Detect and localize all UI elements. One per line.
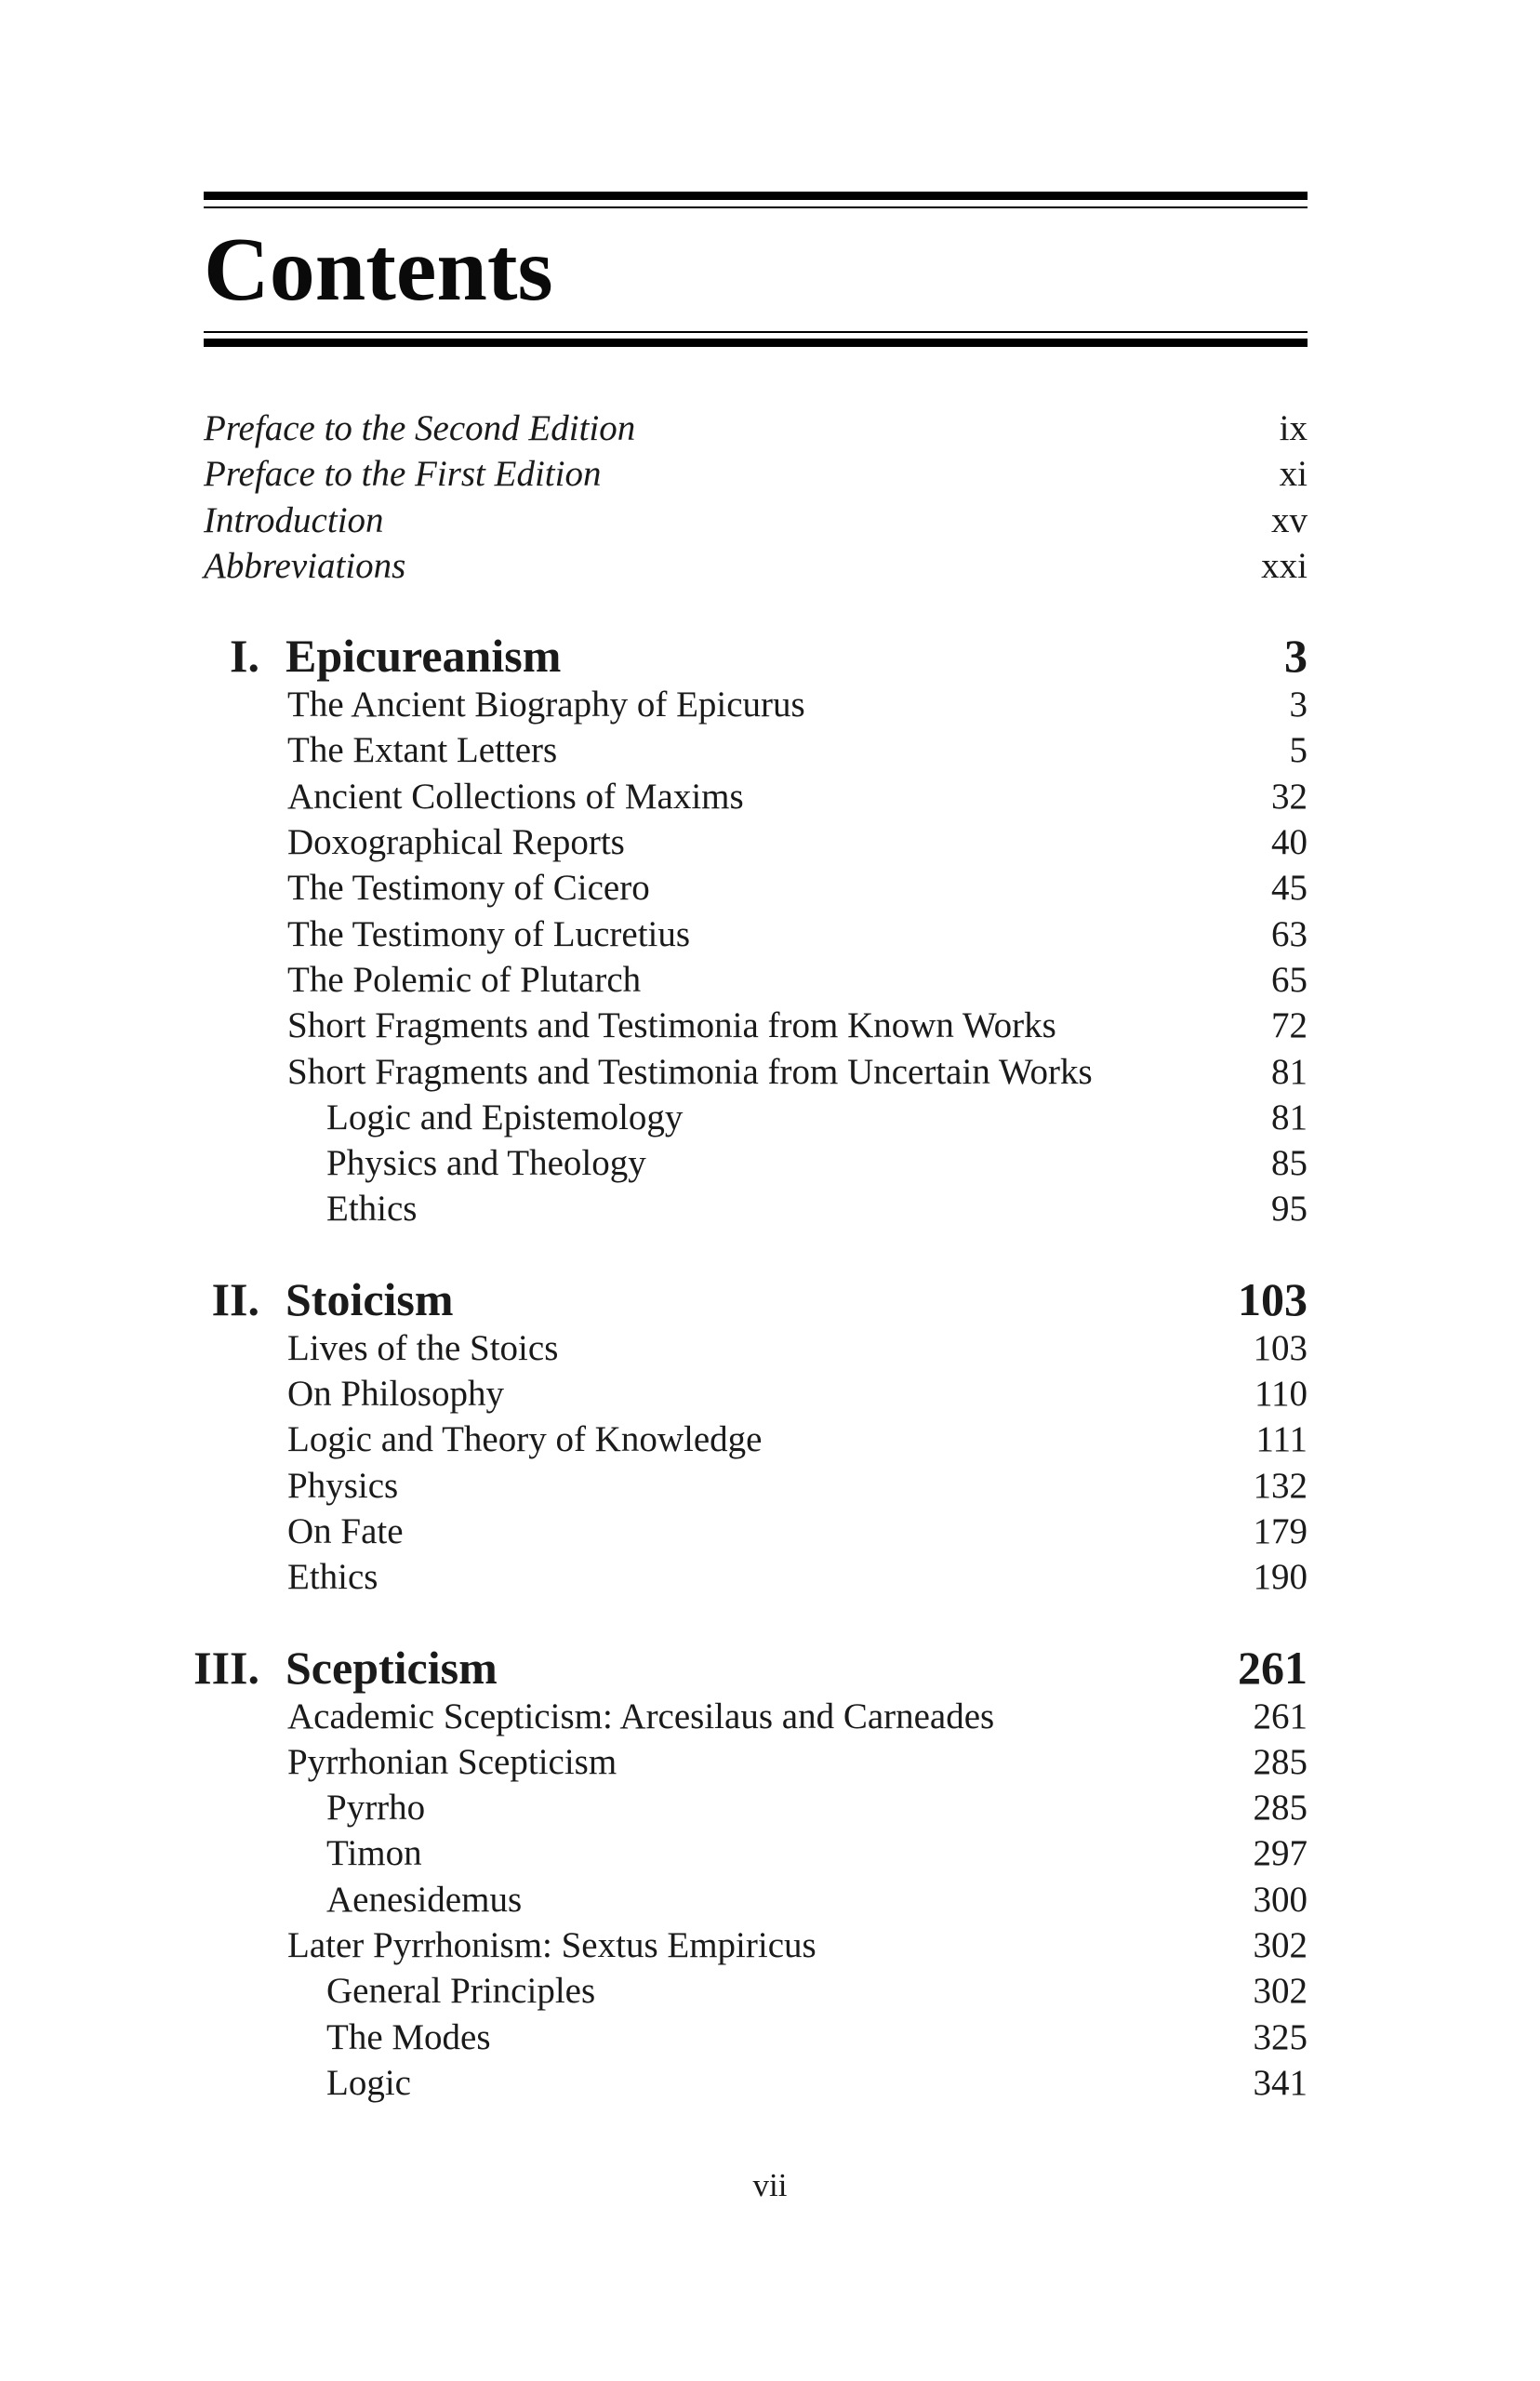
entry-title: Aenesidemus bbox=[326, 1879, 523, 1920]
page-title: Contents bbox=[204, 219, 553, 320]
front-matter-entry bbox=[204, 406, 1308, 451]
entry-page-number: 179 bbox=[1253, 1510, 1308, 1551]
front-matter-list bbox=[204, 406, 1308, 589]
toc-entry bbox=[204, 727, 1308, 773]
entry-page-number: xv bbox=[1271, 499, 1308, 540]
entry-page-number: 110 bbox=[1254, 1374, 1308, 1415]
part-heading bbox=[193, 1641, 1308, 1694]
toc-entry bbox=[204, 682, 1308, 727]
toc-entry bbox=[204, 957, 1308, 1003]
front-matter-entry bbox=[204, 451, 1308, 497]
toc-entry bbox=[204, 911, 1308, 957]
entry-page-number: 81 bbox=[1271, 1097, 1308, 1137]
part-numeral: I. bbox=[230, 630, 259, 683]
toc-entry bbox=[204, 1049, 1308, 1095]
toc-entry bbox=[204, 1463, 1308, 1509]
entry-page-number: 65 bbox=[1271, 959, 1308, 1000]
toc-entry bbox=[204, 774, 1308, 819]
part-title: Stoicism bbox=[285, 1272, 454, 1325]
entry-page-number: xxi bbox=[1261, 545, 1308, 586]
entry-page-number: 302 bbox=[1253, 1925, 1308, 1966]
part-title-group bbox=[204, 1273, 454, 1325]
front-matter-entry bbox=[204, 498, 1308, 543]
front-matter-entry bbox=[204, 543, 1308, 589]
part-heading bbox=[204, 630, 1308, 682]
entry-page-number: 261 bbox=[1253, 1696, 1308, 1736]
page-number: vii bbox=[752, 2167, 788, 2203]
entry-page-number: 81 bbox=[1271, 1051, 1308, 1092]
entry-page-number: xi bbox=[1279, 454, 1308, 495]
entry-page-number: 297 bbox=[1253, 1833, 1308, 1874]
entry-title: Logic bbox=[326, 2062, 411, 2103]
entry-page-number: ix bbox=[1279, 408, 1308, 448]
entry-title: Later Pyrrhonism: Sextus Empiricus bbox=[287, 1925, 816, 1966]
entry-page-number: 5 bbox=[1289, 730, 1308, 771]
entry-title: Timon bbox=[326, 1833, 422, 1874]
toc-subentry bbox=[204, 1968, 1308, 2014]
toc-subentry bbox=[204, 2015, 1308, 2060]
toc-subentry bbox=[204, 1830, 1308, 1876]
entry-title: Logic and Theory of Knowledge bbox=[287, 1419, 763, 1460]
entry-page-number: 95 bbox=[1271, 1189, 1308, 1230]
toc-entry bbox=[204, 1417, 1308, 1462]
part-section bbox=[204, 1273, 1308, 1601]
part-page-number: 103 bbox=[1238, 1272, 1308, 1325]
toc-subentry bbox=[204, 2060, 1308, 2106]
part-title: Epicureanism bbox=[285, 630, 562, 683]
part-numeral: II. bbox=[211, 1272, 259, 1325]
part-section bbox=[193, 1641, 1308, 2107]
toc-entry bbox=[204, 1694, 1308, 1739]
part-section bbox=[204, 630, 1308, 1232]
entry-title: Physics bbox=[287, 1465, 399, 1506]
toc-subentry bbox=[204, 1877, 1308, 1922]
entry-title: Introduction bbox=[204, 499, 384, 540]
entry-title: Physics and Theology bbox=[326, 1143, 646, 1184]
part-title-group bbox=[193, 1641, 498, 1694]
entry-page-number: 103 bbox=[1253, 1327, 1308, 1368]
table-of-contents bbox=[193, 406, 1308, 2106]
toc-subentry bbox=[204, 1785, 1308, 1830]
entry-title: On Philosophy bbox=[287, 1374, 504, 1415]
part-heading bbox=[204, 1273, 1308, 1325]
parts-list bbox=[193, 630, 1308, 2106]
entry-title: Logic and Epistemology bbox=[326, 1097, 684, 1137]
part-numeral: III. bbox=[193, 1641, 259, 1694]
entry-title: The Testimony of Lucretius bbox=[287, 913, 691, 954]
entry-page-number: 325 bbox=[1253, 2016, 1308, 2057]
toc-subentry bbox=[204, 1186, 1308, 1231]
entry-page-number: 111 bbox=[1255, 1419, 1308, 1460]
entry-page-number: 40 bbox=[1271, 822, 1308, 863]
bottom-thick-rule bbox=[204, 339, 1308, 347]
toc-subentry bbox=[204, 1140, 1308, 1186]
toc-entry bbox=[204, 1325, 1308, 1371]
part-title-group bbox=[204, 630, 561, 682]
toc-entry bbox=[204, 1003, 1308, 1048]
entry-page-number: 63 bbox=[1271, 913, 1308, 954]
entry-title: Doxographical Reports bbox=[287, 822, 625, 863]
entry-title: Pyrrhonian Scepticism bbox=[287, 1741, 617, 1782]
entry-page-number: 190 bbox=[1253, 1557, 1308, 1598]
entry-title: Ethics bbox=[287, 1557, 378, 1598]
entry-title: Short Fragments and Testimonia from Uncertain Works bbox=[287, 1051, 1093, 1092]
entry-title: Pyrrho bbox=[326, 1788, 426, 1829]
entry-title: The Ancient Biography of Epicurus bbox=[287, 685, 805, 725]
part-page-number: 261 bbox=[1238, 1641, 1308, 1694]
top-thick-rule bbox=[204, 192, 1308, 200]
entry-title: The Extant Letters bbox=[287, 730, 558, 771]
top-thin-rule bbox=[204, 206, 1308, 208]
part-title: Scepticism bbox=[285, 1641, 498, 1694]
entry-title: Ethics bbox=[326, 1189, 418, 1230]
entry-page-number: 341 bbox=[1253, 2062, 1308, 2103]
toc-entry bbox=[204, 1922, 1308, 1968]
toc-subentry bbox=[204, 1095, 1308, 1140]
entry-title: Short Fragments and Testimonia from Known Works bbox=[287, 1005, 1056, 1046]
toc-entry bbox=[204, 1371, 1308, 1417]
entry-title: Preface to the First Edition bbox=[204, 454, 602, 495]
entry-title: Academic Scepticism: Arcesilaus and Carneades bbox=[287, 1696, 995, 1736]
entry-page-number: 132 bbox=[1253, 1465, 1308, 1506]
toc-entry bbox=[204, 1739, 1308, 1785]
entry-title: Ancient Collections of Maxims bbox=[287, 776, 744, 817]
entry-page-number: 285 bbox=[1253, 1788, 1308, 1829]
entry-title: Abbreviations bbox=[204, 545, 406, 586]
toc-entry bbox=[204, 1509, 1308, 1554]
entry-title: The Testimony of Cicero bbox=[287, 868, 650, 909]
entry-title: The Polemic of Plutarch bbox=[287, 959, 642, 1000]
bottom-thin-rule bbox=[204, 331, 1308, 333]
entry-title: General Principles bbox=[326, 1971, 596, 2012]
entry-page-number: 45 bbox=[1271, 868, 1308, 909]
entry-page-number: 85 bbox=[1271, 1143, 1308, 1184]
entry-page-number: 300 bbox=[1253, 1879, 1308, 1920]
entry-page-number: 72 bbox=[1271, 1005, 1308, 1046]
entry-title: On Fate bbox=[287, 1510, 404, 1551]
entry-page-number: 3 bbox=[1289, 685, 1308, 725]
entry-title: Preface to the Second Edition bbox=[204, 408, 636, 448]
entry-title: The Modes bbox=[326, 2016, 491, 2057]
entry-page-number: 302 bbox=[1253, 1971, 1308, 2012]
part-page-number: 3 bbox=[1284, 630, 1308, 683]
entry-title: Lives of the Stoics bbox=[287, 1327, 559, 1368]
toc-entry bbox=[204, 819, 1308, 865]
entry-page-number: 285 bbox=[1253, 1741, 1308, 1782]
entry-page-number: 32 bbox=[1271, 776, 1308, 817]
toc-entry bbox=[204, 1554, 1308, 1600]
toc-entry bbox=[204, 865, 1308, 911]
